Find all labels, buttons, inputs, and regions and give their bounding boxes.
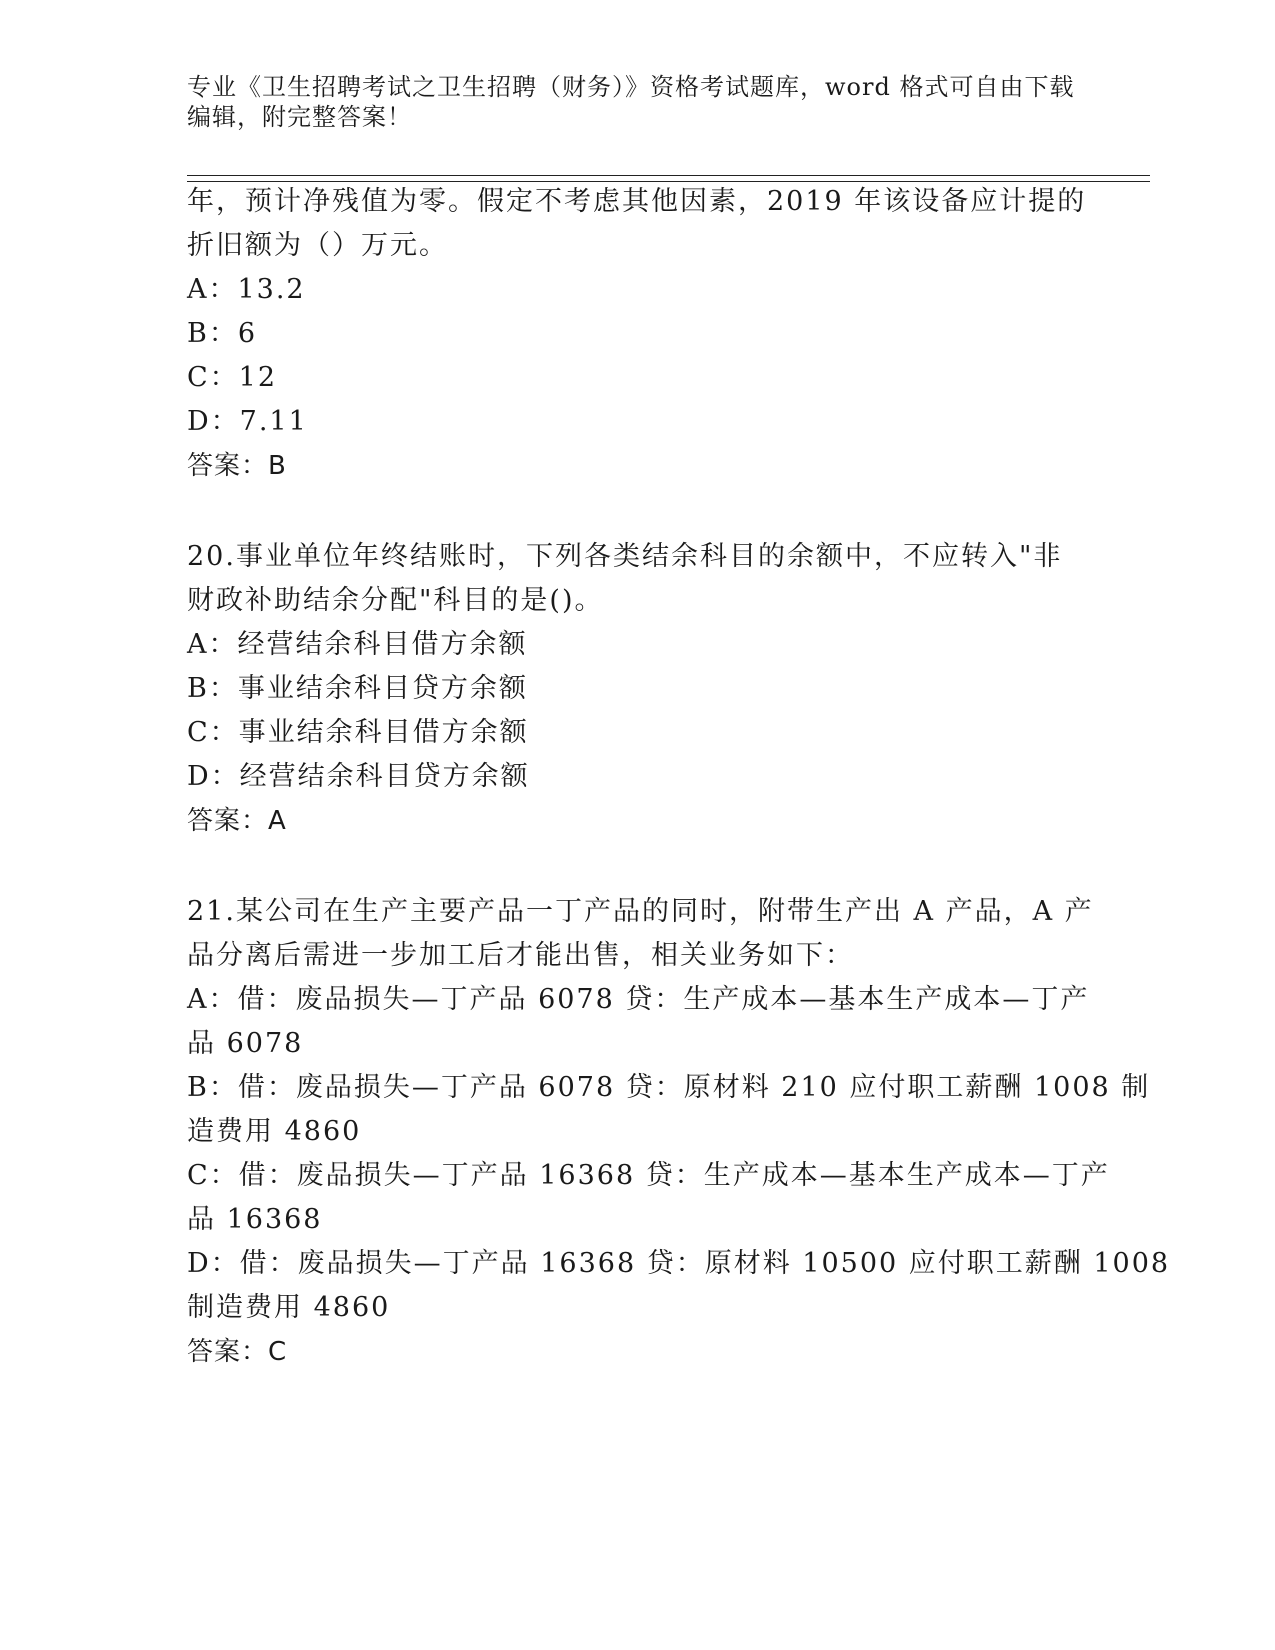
q21-option-d-line-1: D：借：废品损失—丁产品 16368 贷：原材料 10500 应付职工薪酬 1008 (187, 1248, 1171, 1279)
q21-stem-line-2: 品分离后需进一步加工后才能出售，相关业务如下： (187, 940, 854, 971)
q19-option-a: A：13.2 (187, 274, 306, 305)
q19-option-d: D：7.11 (187, 406, 308, 437)
q21-option-a-line-1: A：借：废品损失—丁产品 6078 贷：生产成本—基本生产成本—丁产 (187, 984, 1090, 1015)
q21-option-b-line-1: B：借：废品损失—丁产品 6078 贷：原材料 210 应付职工薪酬 1008 制 (187, 1072, 1151, 1103)
header-line-2: 编辑，附完整答案！ (187, 103, 412, 131)
q20-stem-line-2: 财政补助结余分配"科目的是()。 (187, 585, 604, 616)
q19-stem-line-2: 折旧额为（）万元。 (187, 230, 448, 261)
q20-option-c: C：事业结余科目借方余额 (187, 717, 529, 748)
header-line-1: 专业《卫生招聘考试之卫生招聘（财务）》资格考试题库，word 格式可自由下载 (187, 73, 1075, 101)
q21-option-c-line-1: C：借：废品损失—丁产品 16368 贷：生产成本—基本生产成本—丁产 (187, 1160, 1110, 1191)
q20-option-b: B：事业结余科目贷方余额 (187, 673, 528, 704)
q19-stem-line-1: 年，预计净残值为零。假定不考虑其他因素，2019 年该设备应计提的 (187, 186, 1087, 217)
q21-option-a-line-2: 品 6078 (187, 1028, 304, 1059)
q19-option-b: B：6 (187, 318, 258, 349)
q20-option-a: A：经营结余科目借方余额 (187, 629, 528, 660)
q20-stem-line-1: 20.事业单位年终结账时，下列各类结余科目的余额中，不应转入"非 (187, 541, 1063, 572)
page-header (187, 72, 1087, 132)
q21-option-d-line-2: 制造费用 4860 (187, 1292, 391, 1323)
q20-answer: 答案：A (187, 806, 287, 836)
q19-option-c: C：12 (187, 362, 278, 393)
q21-answer: 答案：C (187, 1337, 288, 1367)
q21-stem-line-1: 21.某公司在生产主要产品一丁产品的同时，附带生产出 A 产品，A 产 (187, 896, 1094, 927)
q19-answer: 答案：B (187, 451, 287, 481)
header-divider-top (187, 175, 1150, 176)
q21-option-b-line-2: 造费用 4860 (187, 1116, 362, 1147)
q21-option-c-line-2: 品 16368 (187, 1204, 323, 1235)
q20-option-d: D：经营结余科目贷方余额 (187, 761, 530, 792)
header-divider-bottom (187, 181, 1150, 182)
